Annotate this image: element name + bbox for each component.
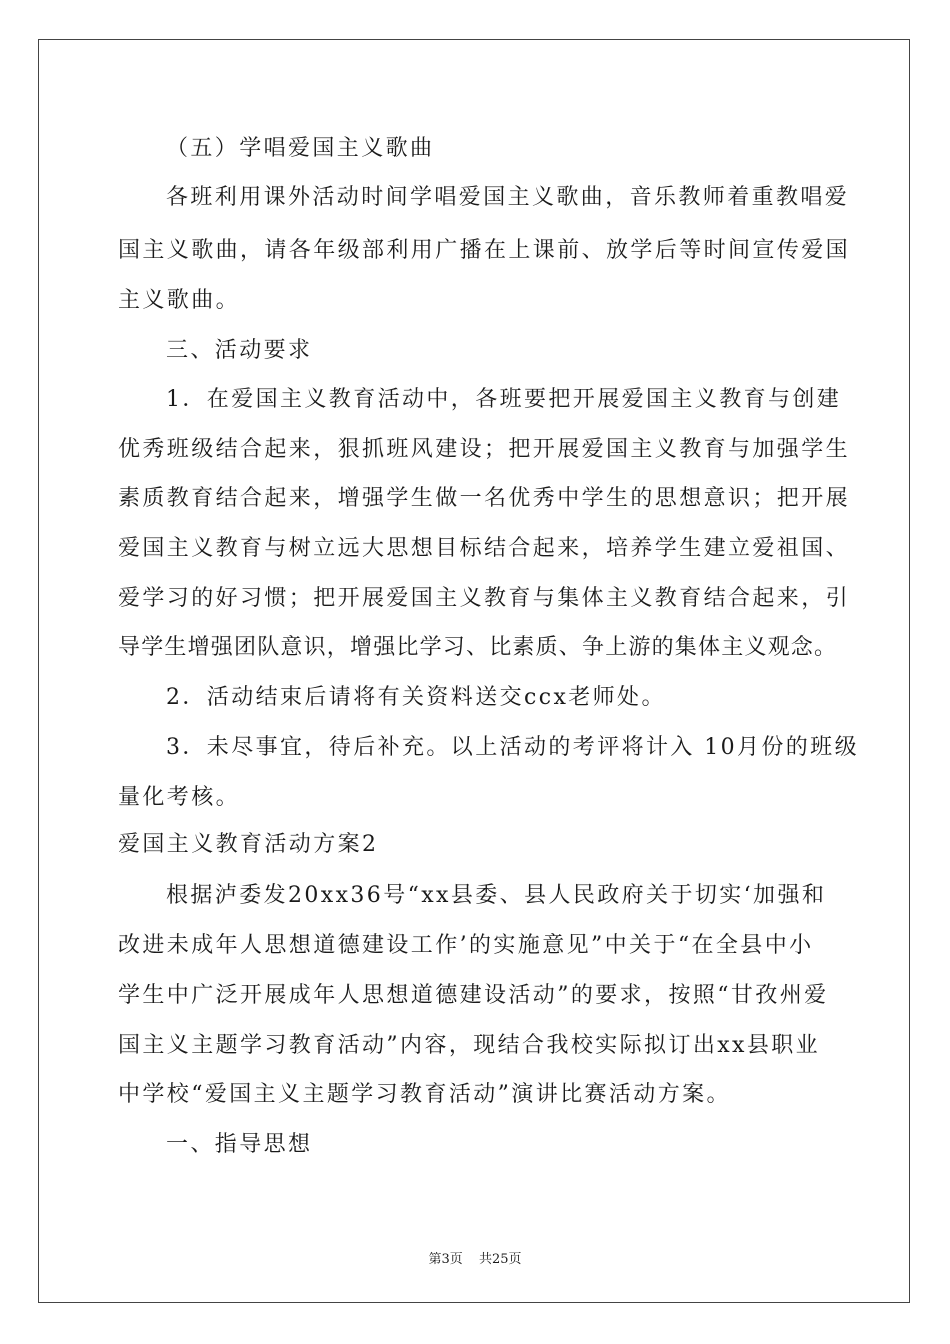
paragraph-line: 中学校“爱国主义主题学习教育活动”演讲比赛活动方案。 [118, 1082, 731, 1107]
paragraph-line: 国主义主题学习教育活动”内容，现结合我校实际拟订出xx县职业 [118, 1033, 821, 1058]
paragraph-line: 1．在爱国主义教育活动中，各班要把开展爱国主义教育与创建 [166, 387, 842, 412]
document-title: 爱国主义教育活动方案2 [118, 832, 379, 857]
paragraph-line: 国主义歌曲，请各年级部利用广播在上课前、放学后等时间宣传爱国 [118, 238, 851, 263]
page-footer [0, 1248, 950, 1267]
section-heading: 一、指导思想 [166, 1132, 313, 1157]
section-heading: （五）学唱爱国主义歌曲 [166, 136, 435, 161]
paragraph-line: 根据泸委发20xx36号“xx县委、县人民政府关于切实‘加强和 [166, 883, 827, 908]
paragraph-line: 各班利用课外活动时间学唱爱国主义歌曲，音乐教师着重教唱爱 [166, 185, 850, 210]
paragraph-line: 爱学习的好习惯；把开展爱国主义教育与集体主义教育结合起来，引 [118, 586, 851, 611]
paragraph-line: 改进未成年人思想道德建设工作’的实施意见”中关于“在全县中小 [118, 933, 814, 958]
paragraph-line: 3．未尽事宜，待后补充。以上活动的考评将计入 10月份的班级 [166, 735, 859, 760]
paragraph-line: 2．活动结束后请将有关资料送交ccx老师处。 [166, 685, 666, 710]
page-number: 第3页 [428, 1252, 463, 1267]
paragraph-line: 导学生增强团队意识，增强比学习、比素质、争上游的集体主义观念。 [118, 635, 838, 660]
paragraph-line: 主义歌曲。 [118, 288, 241, 313]
paragraph-line: 学生中广泛开展成年人思想道德建设活动”的要求，按照“甘孜州爱 [118, 983, 829, 1008]
paragraph-line: 爱国主义教育与树立远大思想目标结合起来，培养学生建立爱祖国、 [118, 536, 851, 561]
paragraph-line: 优秀班级结合起来，狠抓班风建设；把开展爱国主义教育与加强学生 [118, 437, 851, 462]
paragraph-line: 素质教育结合起来，增强学生做一名优秀中学生的思想意识；把开展 [118, 486, 851, 511]
paragraph-line: 量化考核。 [118, 785, 241, 810]
page-border [38, 39, 910, 1303]
section-heading: 三、活动要求 [166, 338, 313, 363]
page-total: 共25页 [478, 1252, 522, 1267]
